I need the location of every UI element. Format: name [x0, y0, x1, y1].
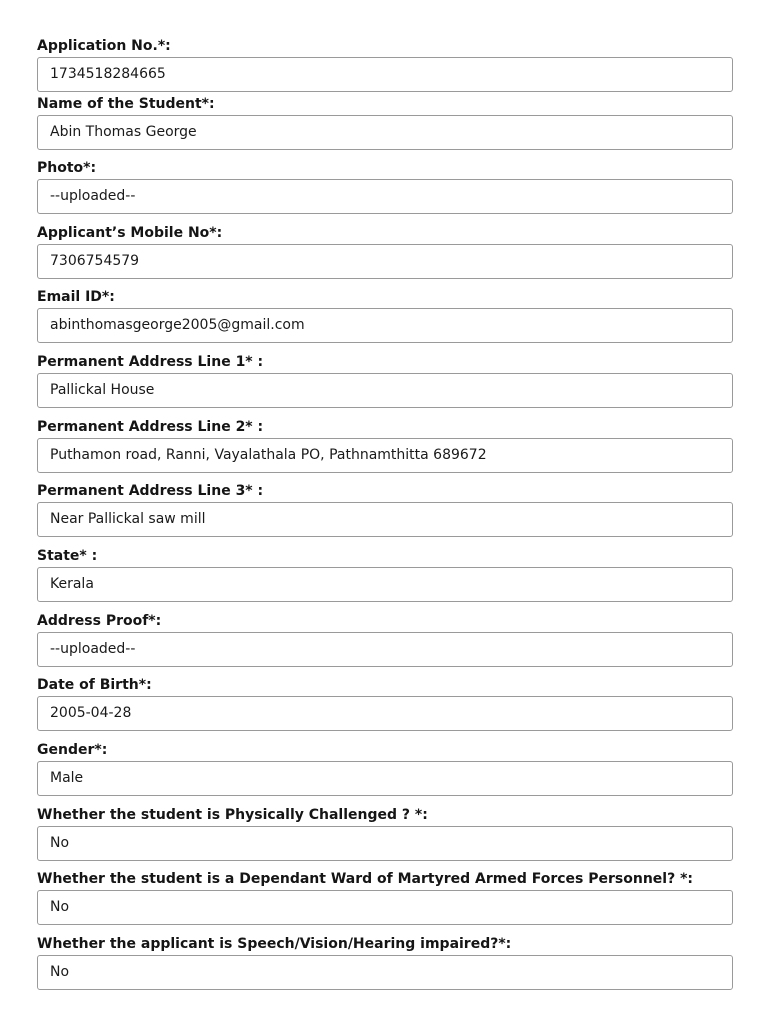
address-line-1-label: Permanent Address Line 1* : [37, 354, 264, 370]
photo-label: Photo*: [37, 160, 97, 176]
mobile-no-label: Applicant’s Mobile No*: [37, 225, 223, 241]
state-label: State* : [37, 548, 98, 564]
dependant-ward-field[interactable]: No [37, 890, 733, 925]
date-of-birth-label: Date of Birth*: [37, 677, 152, 693]
address-line-1-field[interactable]: Pallickal House [37, 373, 733, 408]
dependant-ward-label: Whether the student is a Dependant Ward of Martyred Armed Forces Personnel? *: [37, 871, 693, 887]
physically-challenged-label: Whether the student is Physically Challenged ? *: [37, 807, 428, 823]
date-of-birth-field[interactable]: 2005-04-28 [37, 696, 733, 731]
student-name-label: Name of the Student*: [37, 96, 215, 112]
photo-field[interactable]: --uploaded-- [37, 179, 733, 214]
gender-label: Gender*: [37, 742, 108, 758]
email-field[interactable]: abinthomasgeorge2005@gmail.com [37, 308, 733, 343]
speech-vision-hearing-field[interactable]: No [37, 955, 733, 990]
address-line-3-label: Permanent Address Line 3* : [37, 483, 264, 499]
address-line-3-field[interactable]: Near Pallickal saw mill [37, 502, 733, 537]
address-proof-label: Address Proof*: [37, 613, 162, 629]
speech-vision-hearing-label: Whether the applicant is Speech/Vision/Hearing impaired?*: [37, 936, 512, 952]
address-line-2-field[interactable]: Puthamon road, Ranni, Vayalathala PO, Pathnamthitta 689672 [37, 438, 733, 473]
application-no-field[interactable]: 1734518284665 [37, 57, 733, 92]
mobile-no-field[interactable]: 7306754579 [37, 244, 733, 279]
physically-challenged-field[interactable]: No [37, 826, 733, 861]
gender-field[interactable]: Male [37, 761, 733, 796]
student-name-field[interactable]: Abin Thomas George [37, 115, 733, 150]
application-no-label: Application No.*: [37, 38, 171, 54]
email-label: Email ID*: [37, 289, 115, 305]
state-field[interactable]: Kerala [37, 567, 733, 602]
address-proof-field[interactable]: --uploaded-- [37, 632, 733, 667]
address-line-2-label: Permanent Address Line 2* : [37, 419, 264, 435]
